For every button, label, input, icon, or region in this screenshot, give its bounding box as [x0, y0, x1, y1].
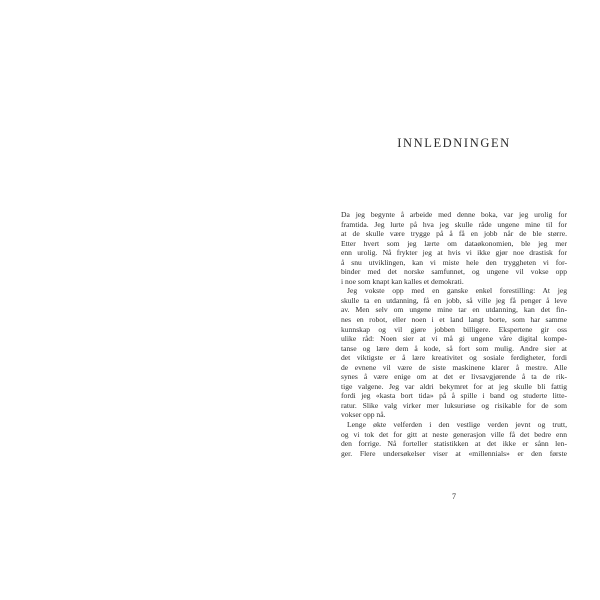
text-line: binder med det norske samfunnet, og ungene vil vokse opp — [341, 267, 567, 277]
text-line: nes en robot, eller noen i et land langt borte, som har samme — [341, 315, 567, 325]
page-number: 7 — [452, 492, 456, 501]
text-line: og vi tok det for gitt at neste generasjon ville få det bedre enn — [341, 429, 567, 439]
paragraph — [341, 420, 567, 458]
text-line: skulle ta en utdanning, få en jobb, så ville jeg få penger å leve — [341, 295, 567, 305]
text-line: tige valgene. Jeg var aldri bekymret for at jeg skulle bli fattig — [341, 381, 567, 391]
text-line: synes å være enige om at det er livsavgjørende å ta de rik- — [341, 372, 567, 382]
text-line: enn urolig. Nå frykter jeg at hvis vi ikke gjør noe drastisk for — [341, 248, 567, 258]
text-line: ulike råd: Noen sier at vi må gi ungene våre digital kompe- — [341, 334, 567, 344]
chapter-title: INNLEDNINGEN — [397, 136, 511, 150]
text-line: ratur. Slike valg virker mer luksuriøse og risikable for de som — [341, 400, 567, 410]
text-line: kunnskap og vil gjøre jobben billigere. Ekspertene gir oss — [341, 324, 567, 334]
text-line: de evnene vil være de siste maskinene klarer å mestre. Alle — [341, 362, 567, 372]
text-line: framtida. Jeg lurte på hva jeg skulle råde ungene mine til for — [341, 219, 567, 229]
text-line: den forrige. Nå forteller statistikken at det ikke er sånn len- — [341, 439, 567, 449]
text-line: at de skulle være trygge på å få en jobb når de ble større. — [341, 229, 567, 239]
text-line: det viktigste er å lære kreativitet og sosiale ferdigheter, fordi — [341, 353, 567, 363]
body-text — [341, 210, 567, 458]
text-line: i noe som knapt kan kalles et demokrati. — [341, 276, 464, 286]
text-line: Etter hvert som jeg lærte om dataøkonomien, ble jeg mer — [341, 238, 567, 248]
paragraph — [341, 286, 567, 420]
text-line: ger. Flere undersøkelser viser at «millennials» er den første — [341, 448, 567, 458]
text-line: Da jeg begynte å arbeide med denne boka, var jeg urolig for — [341, 210, 567, 219]
text-line: tanse og lære dem å kode, så fort som mulig. Andre sier at — [341, 343, 567, 353]
text-line: av. Men selv om ungene mine tar en utdanning, kan det fin- — [341, 305, 567, 315]
text-line: vokser opp nå. — [341, 410, 386, 420]
text-line: å snu utviklingen, kan vi miste hele den tryggheten vi for- — [341, 257, 567, 267]
text-line: Jeg vokste opp med en ganske enkel forestilling: At jeg — [347, 286, 567, 296]
paragraph — [341, 210, 567, 286]
text-line: Lenge økte velferden i den vestlige verden jevnt og trutt, — [347, 420, 567, 430]
text-line: fordi jeg «kasta bort tida» på å spille i band og studerte litte- — [341, 391, 567, 401]
